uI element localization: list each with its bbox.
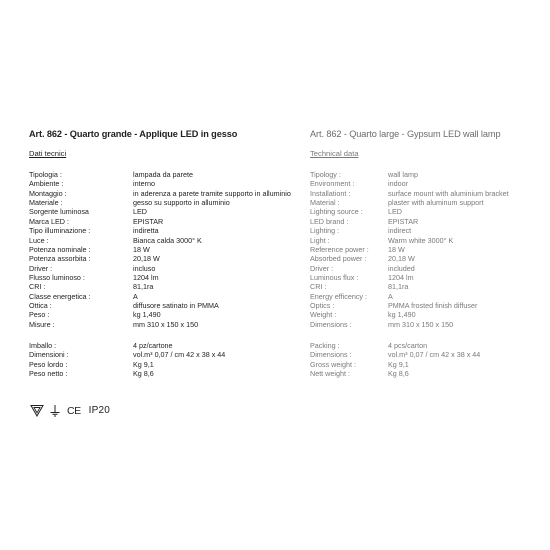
spec-label: Optics : [310, 301, 335, 311]
product-title-italian: Art. 862 - Quarto grande - Applique LED in gesso [29, 129, 238, 139]
spec-row [310, 273, 545, 282]
spec-label: Environment : [310, 179, 355, 189]
spec-row [29, 282, 284, 291]
ip-rating: IP20 [88, 405, 110, 416]
spec-row [29, 273, 284, 282]
spec-value: included [388, 263, 415, 273]
spec-value: 81,1ra [133, 282, 154, 292]
spec-label: Materiale : [29, 198, 63, 208]
certification-marks [30, 404, 110, 417]
spec-label: Sorgente luminosa [29, 207, 89, 217]
spec-row [29, 301, 284, 310]
spec-row [310, 207, 545, 216]
spec-label: Energy efficency : [310, 291, 367, 301]
spec-value: vol.m³ 0,07 / cm 42 x 38 x 44 [133, 350, 226, 360]
spec-label: Material : [310, 198, 340, 208]
spec-label: CRI : [310, 282, 327, 292]
spec-label: Lighting source : [310, 207, 363, 217]
spec-row [29, 292, 284, 301]
spec-label: Imballo : [29, 341, 57, 351]
spec-row [29, 310, 284, 319]
spec-label: Tipologia : [29, 170, 62, 179]
spec-value: Bianca calda 3000° K [133, 235, 202, 245]
spec-label: Lighting : [310, 226, 340, 236]
spec-row [310, 292, 545, 301]
spec-label: Dimensions : [310, 319, 352, 329]
spec-list-english [310, 170, 545, 329]
spec-label: Light : [310, 235, 330, 245]
spec-value: LED [388, 207, 402, 217]
spec-value: 81,1ra [388, 282, 409, 292]
spec-row [29, 341, 284, 350]
spec-value: A [388, 291, 393, 301]
spec-label: Tipo illuminazione : [29, 226, 91, 236]
spec-value: vol.m³ 0,07 / cm 42 x 38 x 44 [388, 350, 481, 360]
spec-value: Kg 9,1 [388, 359, 409, 369]
packing-list-italian [29, 341, 284, 378]
spec-value: kg 1,490 [388, 310, 416, 320]
spec-row [310, 254, 545, 263]
spec-value: kg 1,490 [133, 310, 161, 320]
spec-value: Kg 8,6 [133, 369, 154, 379]
spec-row [310, 245, 545, 254]
spec-label: Driver : [310, 263, 334, 273]
spec-label: Potenza assorbita : [29, 254, 91, 264]
class-ii-triangle-icon [30, 404, 44, 417]
spec-row [310, 189, 545, 198]
spec-label: Tipology : [310, 170, 341, 179]
spec-value: incluso [133, 263, 156, 273]
spacer [310, 329, 545, 341]
spec-label: CRI : [29, 282, 46, 292]
spec-value: lampada da parete [133, 170, 193, 179]
spec-row [29, 369, 284, 378]
spec-row [29, 350, 284, 359]
spec-value: in aderenza a parete tramite supporto in alluminio [133, 188, 291, 198]
spec-value: indirect [388, 226, 412, 236]
spec-value: 4 pcs/carton [388, 341, 428, 351]
spec-label: Dimensioni : [29, 350, 69, 360]
spec-row [310, 369, 545, 378]
spec-value: 1204 lm [133, 272, 159, 282]
english-column [310, 129, 545, 379]
ground-symbol-icon [49, 404, 61, 417]
spec-label: Absorbed power : [310, 254, 367, 264]
spec-row [310, 350, 545, 359]
spec-value: 18 W [133, 244, 150, 254]
spec-list-italian [29, 170, 291, 329]
spec-value: Kg 8,6 [388, 369, 409, 379]
spec-label: Installationt : [310, 188, 351, 198]
spec-label: Luminous flux : [310, 272, 359, 282]
spec-row [310, 264, 545, 273]
spec-value: surface mount with aluminium bracket [388, 188, 509, 198]
spec-value: 20,18 W [388, 254, 415, 264]
spec-label: Montaggio : [29, 188, 67, 198]
spacer [29, 329, 284, 341]
spec-value: indoor [388, 179, 408, 189]
spec-value: 18 W [388, 244, 405, 254]
spec-value: interno [133, 179, 155, 189]
spec-label: Classe energetica : [29, 291, 91, 301]
spec-row [29, 226, 284, 235]
spec-value: A [133, 291, 138, 301]
packing-list-english [310, 341, 545, 378]
spec-row [29, 264, 284, 273]
spec-label: Peso netto : [29, 369, 68, 379]
spec-row [310, 198, 545, 207]
spec-label: LED brand : [310, 216, 349, 226]
product-title-english: Art. 862 - Quarto large - Gypsum LED wall lamp [310, 129, 501, 139]
spec-value: EPISTAR [388, 216, 419, 226]
spec-value: diffusore satinato in PMMA [133, 301, 219, 311]
spec-row [29, 320, 284, 329]
spec-row [29, 236, 284, 245]
spec-row [310, 170, 545, 179]
spec-row [29, 217, 284, 226]
spec-row [310, 226, 545, 235]
spec-value: Kg 9,1 [133, 359, 154, 369]
section-heading-italian: Dati tecnici [29, 149, 67, 158]
spec-label: Reference power : [310, 244, 369, 254]
spec-label: Flusso luminoso : [29, 272, 85, 282]
spec-value: 1204 lm [388, 272, 414, 282]
spec-value: LED [133, 207, 147, 217]
spec-value: mm 310 x 150 x 150 [388, 319, 454, 329]
spec-value: 4 pz/cartone [133, 341, 173, 351]
spec-value: plaster with aluminum support [388, 198, 484, 208]
spec-row [29, 179, 284, 188]
spec-value: EPISTAR [133, 216, 164, 226]
spec-row [310, 360, 545, 369]
spec-label: Ambiente : [29, 179, 64, 189]
spec-value: 20,18 W [133, 254, 160, 264]
spec-label: Potenza nominale : [29, 244, 91, 254]
spec-label: Gross weight : [310, 359, 356, 369]
ce-mark: CE [67, 404, 81, 417]
italian-column [29, 129, 291, 379]
spec-row [29, 254, 284, 263]
spec-label: Nett weight : [310, 369, 350, 379]
spec-row [29, 360, 284, 369]
spec-value: Warm white 3000° K [388, 235, 454, 245]
spec-label: Peso lordo : [29, 359, 68, 369]
spec-row [29, 245, 284, 254]
spec-value: PMMA frosted finish diffuser [388, 301, 478, 311]
spec-row [310, 236, 545, 245]
spec-row [310, 282, 545, 291]
spec-row [310, 179, 545, 188]
spec-row [29, 188, 291, 198]
spec-value: gesso su supporto in alluminio [133, 198, 230, 208]
spec-label: Marca LED : [29, 216, 69, 226]
spec-row [29, 207, 284, 216]
spec-label: Dimensions : [310, 350, 352, 360]
spec-row [29, 170, 284, 179]
spec-row [310, 301, 545, 310]
spec-label: Misure : [29, 319, 55, 329]
spec-value: indiretta [133, 226, 159, 236]
spec-row [310, 341, 545, 350]
spec-row [310, 320, 545, 329]
spec-value: mm 310 x 150 x 150 [133, 319, 199, 329]
spec-label: Packing : [310, 341, 340, 351]
spec-row [310, 217, 545, 226]
spec-label: Luce : [29, 235, 49, 245]
spec-row [310, 310, 545, 319]
spec-label: Ottica : [29, 301, 52, 311]
spec-row [29, 198, 284, 207]
spec-label: Driver : [29, 263, 53, 273]
section-heading-english: Technical data [310, 149, 359, 158]
spec-label: Peso : [29, 310, 50, 320]
spec-label: Weight : [310, 310, 337, 320]
spec-value: wall lamp [388, 170, 418, 179]
